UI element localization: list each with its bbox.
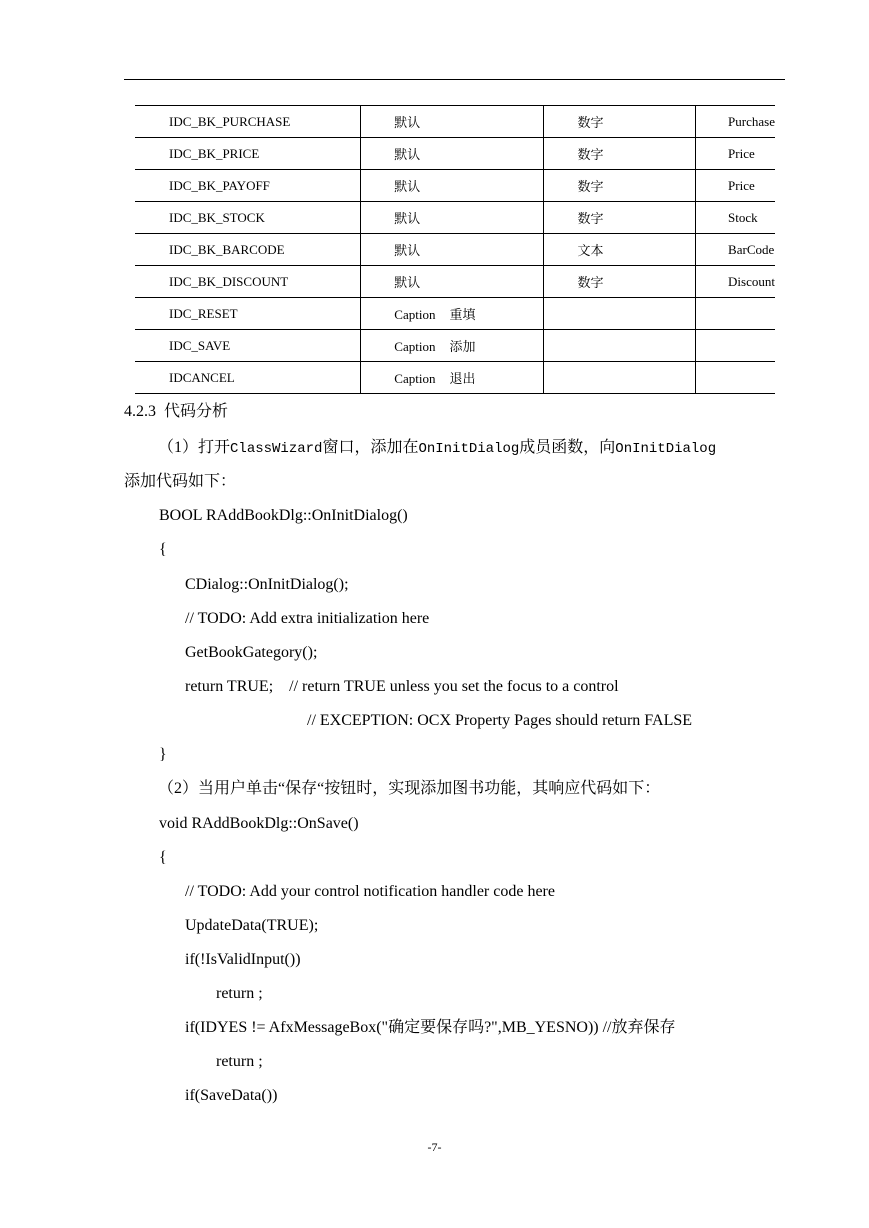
field-cell: Price [696, 170, 775, 202]
control-id-cell: IDC_BK_DISCOUNT [135, 266, 361, 298]
code-line: void RAddBookDlg::OnSave() [159, 815, 359, 832]
table-row [135, 202, 775, 234]
caption-label: 默认 [394, 243, 421, 258]
field-cell [696, 298, 775, 330]
control-id-cell: IDC_BK_BARCODE [135, 234, 361, 266]
table-row [135, 298, 775, 330]
field-cell: BarCode [696, 234, 775, 266]
table-row [135, 138, 775, 170]
type-cell: 数字 [543, 106, 696, 138]
field-cell [696, 362, 775, 394]
table-row [135, 330, 775, 362]
caption-cell [361, 138, 543, 170]
control-id-cell: IDCANCEL [135, 362, 361, 394]
paragraph-1-cont: 添加代码如下： [124, 473, 237, 490]
page-number: -7- [427, 1140, 442, 1154]
control-id-cell: IDC_RESET [135, 298, 361, 330]
table-row [135, 266, 775, 298]
caption-label: Caption [394, 339, 436, 354]
caption-cell [361, 234, 543, 266]
code-line: if(SaveData()) [185, 1087, 278, 1104]
caption-cell [361, 202, 543, 234]
type-cell [543, 298, 696, 330]
control-id-cell: IDC_BK_PRICE [135, 138, 361, 170]
caption-label: 默认 [394, 275, 421, 290]
type-cell: 数字 [543, 138, 696, 170]
caption-label: 默认 [394, 115, 421, 130]
code-line: // TODO: Add your control notification handler code here [185, 883, 555, 900]
code-line: if(!IsValidInput()) [185, 951, 301, 968]
caption-cell [361, 362, 543, 394]
code-line: BOOL RAddBookDlg::OnInitDialog() [159, 507, 408, 524]
field-cell: Price [696, 138, 775, 170]
code-line: UpdateData(TRUE); [185, 917, 319, 934]
code-line: { [159, 849, 167, 866]
table-row [135, 234, 775, 266]
code-line: // EXCEPTION: OCX Property Pages should return FALSE [307, 712, 693, 729]
field-cell: Purchase [696, 106, 775, 138]
caption-cell [361, 330, 543, 362]
caption-value: 退出 [449, 371, 476, 386]
caption-label: 默认 [394, 211, 421, 226]
control-id-cell: IDC_BK_STOCK [135, 202, 361, 234]
caption-label: Caption [394, 307, 436, 322]
control-properties-table [135, 105, 775, 394]
field-cell: Discount [696, 266, 775, 298]
caption-cell [361, 266, 543, 298]
code-line: return ; [216, 985, 263, 1002]
type-cell [543, 362, 696, 394]
type-cell: 数字 [543, 170, 696, 202]
control-id-cell: IDC_BK_PAYOFF [135, 170, 361, 202]
code-line: CDialog::OnInitDialog(); [185, 576, 349, 593]
caption-value: 重填 [449, 307, 476, 322]
caption-cell [361, 170, 543, 202]
table-row [135, 106, 775, 138]
header-rule [124, 79, 785, 80]
caption-cell [361, 298, 543, 330]
code-line: { [159, 541, 167, 558]
code-line: // TODO: Add extra initialization here [185, 610, 430, 627]
control-id-cell: IDC_BK_PURCHASE [135, 106, 361, 138]
code-line: } [159, 746, 167, 763]
section-heading: 4.2.3 代码分析 [124, 403, 229, 420]
field-cell: Stock [696, 202, 775, 234]
caption-value: 添加 [449, 339, 476, 354]
table-row [135, 362, 775, 394]
code-line: GetBookGategory(); [185, 644, 318, 661]
code-line: return ; [216, 1053, 263, 1070]
code-line: if(IDYES != AfxMessageBox("确定要保存吗?",MB_YESNO)) //放弃保存 [185, 1019, 676, 1036]
caption-label: 默认 [394, 147, 421, 162]
type-cell: 数字 [543, 202, 696, 234]
caption-label: Caption [394, 371, 436, 386]
code-line: return TRUE; // return TRUE unless you set the focus to a control [185, 678, 619, 695]
control-id-cell: IDC_SAVE [135, 330, 361, 362]
table-row [135, 170, 775, 202]
type-cell [543, 330, 696, 362]
caption-cell [361, 106, 543, 138]
paragraph-2: （2）当用户单击“保存“按钮时，实现添加图书功能，其响应代码如下： [158, 780, 661, 797]
field-cell [696, 330, 775, 362]
caption-label: 默认 [394, 179, 421, 194]
type-cell: 文本 [543, 234, 696, 266]
paragraph-1: （1）打开ClassWizard窗口，添加在OnInitDialog成员函数，向OnInitDialog [158, 439, 717, 457]
type-cell: 数字 [543, 266, 696, 298]
